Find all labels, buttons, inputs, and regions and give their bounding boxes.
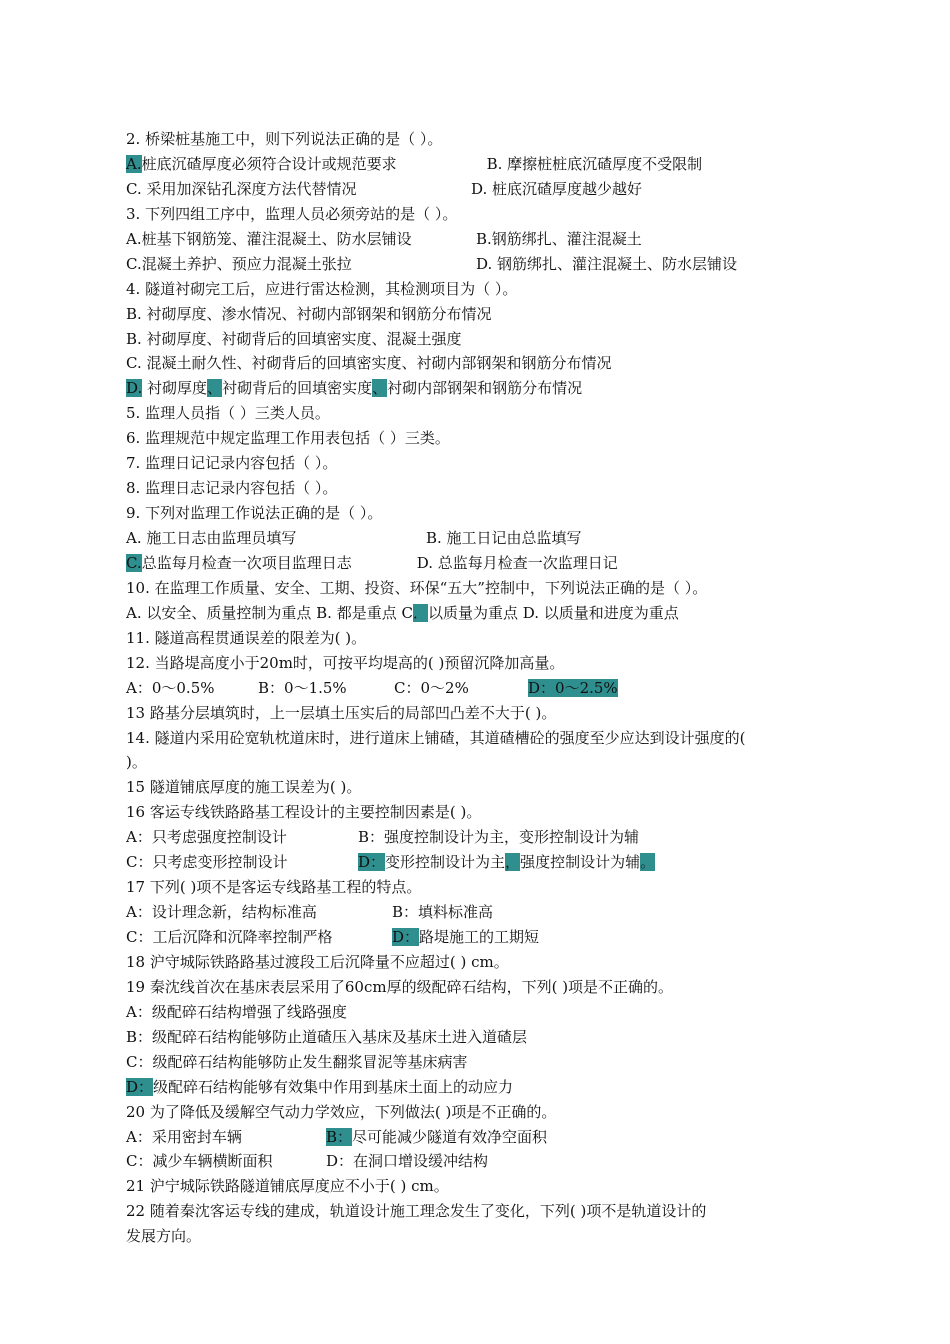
text-segment: C：减少车辆横断面积	[126, 1152, 273, 1171]
text-segment: 尽可能减少隧道有效净空面积	[352, 1127, 548, 1146]
text-segment: B：级配碎石结构能够防止道碴压入基床及基床土进入道碴层	[126, 1027, 528, 1046]
highlighted-text: 、	[207, 379, 223, 398]
text-segment: A. 施工日志由监理员填写	[126, 529, 297, 547]
text-segment: B：0～1.5%	[258, 678, 347, 697]
text-segment: A.桩基下钢筋笼、灌注混凝土、防水层铺设	[126, 229, 412, 248]
text-segment: D. 桩底沉碴厚度越少越好	[471, 179, 643, 198]
text-segment: 12. 当路堤高度小于20m时，可按平均堤高的( )预留沉降加高量。	[126, 653, 565, 672]
text-line	[126, 451, 846, 476]
text-segment: 4. 隧道衬砌完工后，应进行雷达检测，其检测项目为（ ）。	[126, 279, 518, 298]
text-line	[126, 601, 846, 626]
text-segment: 路堤施工的工期短	[419, 928, 540, 946]
text-segment: 10. 在监理工作质量、安全、工期、投资、环保“五大”控制中，下列说法正确的是（ ）。	[126, 578, 708, 597]
text-line	[126, 975, 846, 1000]
text-line	[126, 701, 846, 726]
text-segment: 13 路基分层填筑时，上一层填土压实后的局部凹凸差不大于( )。	[126, 703, 557, 722]
text-line	[126, 726, 846, 751]
text-line	[126, 1025, 846, 1050]
highlighted-text: D：0～2.5%	[528, 678, 618, 697]
text-line	[126, 1199, 846, 1224]
text-segment: C：0～2%	[394, 678, 469, 697]
highlighted-text: A.	[126, 154, 142, 173]
text-line	[126, 1050, 846, 1075]
text-segment: B.钢筋绑扎、灌注混凝土	[476, 229, 642, 248]
document-body	[126, 127, 846, 1249]
text-line	[126, 875, 846, 900]
text-segment: 15 隧道铺底厚度的施工误差为( )。	[126, 778, 362, 797]
text-line	[126, 1000, 846, 1025]
text-segment: 17 下列( )项不是客运专线路基工程的特点。	[126, 878, 422, 897]
text-line	[126, 1224, 846, 1249]
text-line	[126, 1075, 846, 1100]
text-line	[126, 651, 846, 676]
text-line	[126, 950, 846, 975]
highlighted-text: ．	[412, 603, 428, 622]
highlighted-text: D：	[392, 928, 420, 946]
text-segment: 2. 桥梁桩基施工中，则下列说法正确的是（ ）。	[126, 130, 443, 148]
text-line	[126, 551, 846, 576]
highlighted-text: ，	[505, 853, 521, 872]
highlighted-text: B：	[326, 1127, 353, 1146]
text-line	[126, 825, 846, 850]
highlighted-text: D.	[126, 379, 143, 398]
text-segment: 21 沪宁城际铁路隧道铺底厚度应不小于( ) cm。	[126, 1177, 449, 1196]
text-segment: 8. 监理日志记录内容包括（ ）。	[126, 479, 338, 498]
text-segment: D. 钢筋绑扎、灌注混凝土、防水层铺设	[476, 254, 738, 273]
text-segment: 桩底沉碴厚度必须符合设计或规范要求	[141, 154, 397, 173]
highlighted-text: D：	[126, 1077, 154, 1096]
text-segment: 11. 隧道高程贯通误差的限差为( )。	[126, 628, 367, 647]
text-segment: D. 总监每月检查一次监理日记	[416, 553, 618, 572]
highlighted-text: 、	[372, 379, 388, 398]
text-segment: C.混凝土养护、预应力混凝土张拉	[126, 254, 352, 273]
text-segment: 强度控制设计为辅	[520, 853, 641, 872]
text-line	[126, 277, 846, 302]
text-line	[126, 376, 846, 401]
text-segment: 20 为了降低及缓解空气动力学效应，下列做法( )项是不正确的。	[126, 1102, 557, 1121]
text-segment: A. 以安全、质量控制为重点 B. 都是重点 C	[126, 603, 413, 622]
text-line	[126, 1149, 846, 1174]
text-line	[126, 1174, 846, 1199]
text-line	[126, 127, 846, 152]
text-segment: )。	[126, 753, 147, 772]
text-line	[126, 351, 846, 376]
text-line	[126, 925, 846, 950]
text-line	[126, 476, 846, 501]
text-line	[126, 401, 846, 426]
text-segment: B. 衬砌厚度、衬砌背后的回填密实度、混凝土强度	[126, 329, 462, 348]
text-segment: B. 施工日记由总监填写	[426, 529, 582, 547]
text-segment: C. 采用加深钻孔深度方法代替情况	[126, 179, 357, 198]
text-line	[126, 1125, 846, 1150]
text-segment: B. 摩擦桩桩底沉碴厚度不受限制	[486, 154, 703, 173]
text-segment: 衬砌背后的回填密实度	[222, 379, 373, 398]
text-segment: 16 客运专线铁路路基工程设计的主要控制因素是( )。	[126, 803, 482, 822]
text-segment: 14. 隧道内采用砼宽轨枕道床时，进行道床上铺碴，其道碴槽砼的强度至少应达到设计强度的(	[126, 728, 746, 747]
text-segment: C：工后沉降和沉降率控制严格	[126, 928, 333, 946]
text-segment: C：只考虑变形控制设计	[126, 853, 288, 872]
text-line	[126, 626, 846, 651]
text-segment: 衬砌内部钢架和钢筋分布情况	[387, 379, 583, 398]
text-line	[126, 576, 846, 601]
text-segment: 级配碎石结构能够有效集中作用到基床土面上的动应力	[153, 1077, 514, 1096]
text-line	[126, 426, 846, 451]
text-segment: A：采用密封车辆	[126, 1127, 242, 1146]
highlighted-text: 。	[640, 853, 656, 872]
text-segment: 5. 监理人员指（ ）三类人员。	[126, 404, 330, 423]
highlighted-text: C.	[126, 553, 142, 572]
text-line	[126, 327, 846, 352]
text-line	[126, 775, 846, 800]
text-line	[126, 202, 846, 227]
text-segment: C. 混凝土耐久性、衬砌背后的回填密实度、衬砌内部钢架和钢筋分布情况	[126, 354, 612, 373]
text-line	[126, 526, 846, 551]
text-segment: A：设计理念新，结构标准高	[126, 903, 317, 922]
text-line	[126, 1100, 846, 1125]
text-segment: A：级配碎石结构增强了线路强度	[126, 1002, 347, 1021]
text-segment: D：在洞口增设缓冲结构	[326, 1152, 489, 1171]
text-line	[126, 177, 846, 202]
text-line	[126, 750, 846, 775]
text-segment: 3. 下列四组工序中，监理人员必须旁站的是（ ）。	[126, 204, 458, 223]
text-segment: B：强度控制设计为主，变形控制设计为辅	[358, 828, 640, 847]
text-line	[126, 676, 846, 701]
text-segment: A：0～0.5%	[126, 678, 215, 697]
text-segment: 19 秦沈线首次在基床表层采用了60cm厚的级配碎石结构，下列( )项是不正确的。	[126, 977, 674, 996]
text-segment: 9. 下列对监理工作说法正确的是（ ）。	[126, 504, 383, 523]
text-line	[126, 900, 846, 925]
text-segment: 22 随着秦沈客运专线的建成，轨道设计施工理念发生了变化，下列( )项不是轨道设计的	[126, 1202, 707, 1221]
text-segment: 以质量为重点 D. 以质量和进度为重点	[427, 603, 679, 622]
text-segment: A：只考虑强度控制设计	[126, 828, 287, 847]
text-line	[126, 501, 846, 526]
highlighted-text: D：	[358, 853, 386, 872]
text-segment: B. 衬砌厚度、渗水情况、衬砌内部钢架和钢筋分布情况	[126, 304, 492, 323]
text-line	[126, 850, 846, 875]
text-line	[126, 227, 846, 252]
text-segment: 衬砌厚度	[142, 379, 208, 398]
text-line	[126, 152, 846, 177]
text-line	[126, 302, 846, 327]
text-segment: B：填料标准高	[392, 903, 494, 922]
text-segment: C：级配碎石结构能够防止发生翻浆冒泥等基床病害	[126, 1052, 468, 1071]
text-segment: 18 沪守城际铁路路基过渡段工后沉降量不应超过( ) cm。	[126, 952, 509, 971]
text-line	[126, 252, 846, 277]
text-segment: 发展方向。	[126, 1227, 202, 1246]
text-segment: 6. 监理规范中规定监理工作用表包括（ ）三类。	[126, 429, 450, 448]
text-segment: 7. 监理日记记录内容包括（ ）。	[126, 454, 338, 473]
text-line	[126, 800, 846, 825]
text-segment: 变形控制设计为主	[385, 853, 506, 872]
text-segment: 总监每月检查一次项目监理日志	[141, 553, 352, 572]
